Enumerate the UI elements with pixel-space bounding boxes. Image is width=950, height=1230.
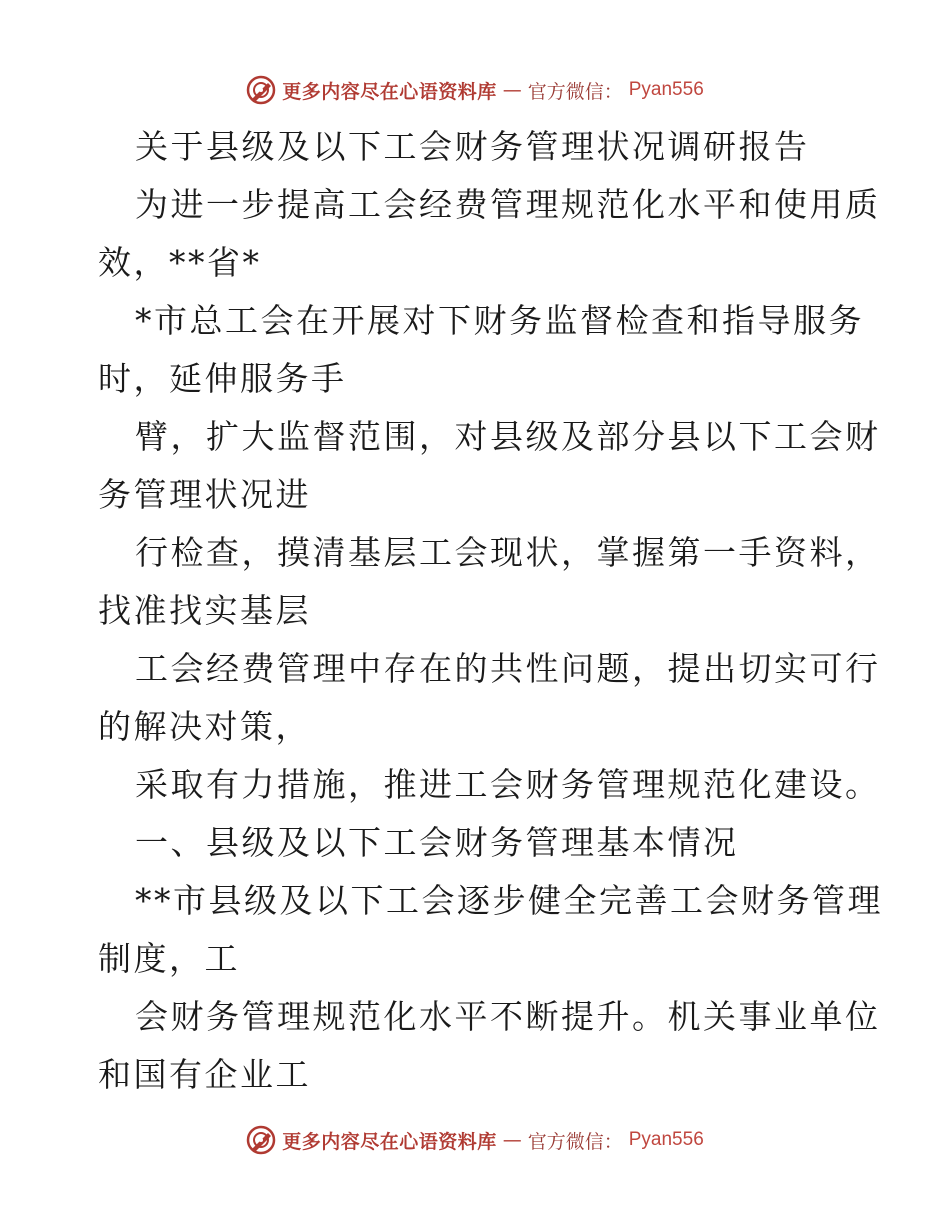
paragraph-line: 行检查，摸清基层工会现状，掌握第一手资料， — [135, 533, 881, 572]
paragraph-line: 为进一步提高工会经费管理规范化水平和使用质 — [135, 185, 881, 224]
watermark-separator: — — [502, 1129, 522, 1151]
pen-logo-icon — [246, 75, 276, 105]
watermark-wechat-id: Pyan556 — [628, 1129, 704, 1150]
document-body — [98, 118, 883, 1104]
paragraph-line: 工会经费管理中存在的共性问题，提出切实可行 — [135, 649, 881, 688]
watermark-wechat-label: 官方微信： — [527, 80, 623, 103]
paragraph-line: 时，延伸服务手 — [98, 359, 347, 398]
paragraph-line: 找准找实基层 — [98, 591, 311, 630]
paragraph-line: 效，**省* — [98, 243, 262, 282]
paragraph-line: 和国有企业工 — [98, 1055, 311, 1094]
paragraph-line: *市总工会在开展对下财务监督检查和指导服务 — [135, 301, 864, 340]
pen-logo-icon — [246, 1125, 276, 1155]
watermark-wechat-id: Pyan556 — [628, 79, 704, 100]
watermark-text: 更多内容尽在心语资料库 — [282, 1130, 497, 1153]
header-watermark — [0, 70, 950, 110]
section-heading: 一、县级及以下工会财务管理基本情况 — [135, 823, 739, 862]
document-title: 关于县级及以下工会财务管理状况调研报告 — [135, 127, 810, 166]
watermark-text: 更多内容尽在心语资料库 — [282, 80, 497, 103]
paragraph-line: 臂，扩大监督范围，对县级及部分县以下工会财 — [135, 417, 881, 456]
paragraph-line: 制度，工 — [98, 939, 240, 978]
watermark-wechat-label: 官方微信： — [527, 1130, 623, 1153]
paragraph-line: **市县级及以下工会逐步健全完善工会财务管理 — [135, 881, 883, 920]
watermark-separator: — — [502, 79, 522, 101]
paragraph-line: 会财务管理规范化水平不断提升。机关事业单位 — [135, 997, 881, 1036]
paragraph-line: 务管理状况进 — [98, 475, 311, 514]
paragraph-line: 的解决对策， — [98, 707, 311, 746]
paragraph-line: 采取有力措施，推进工会财务管理规范化建设。 — [135, 765, 881, 804]
footer-watermark — [0, 1120, 950, 1160]
